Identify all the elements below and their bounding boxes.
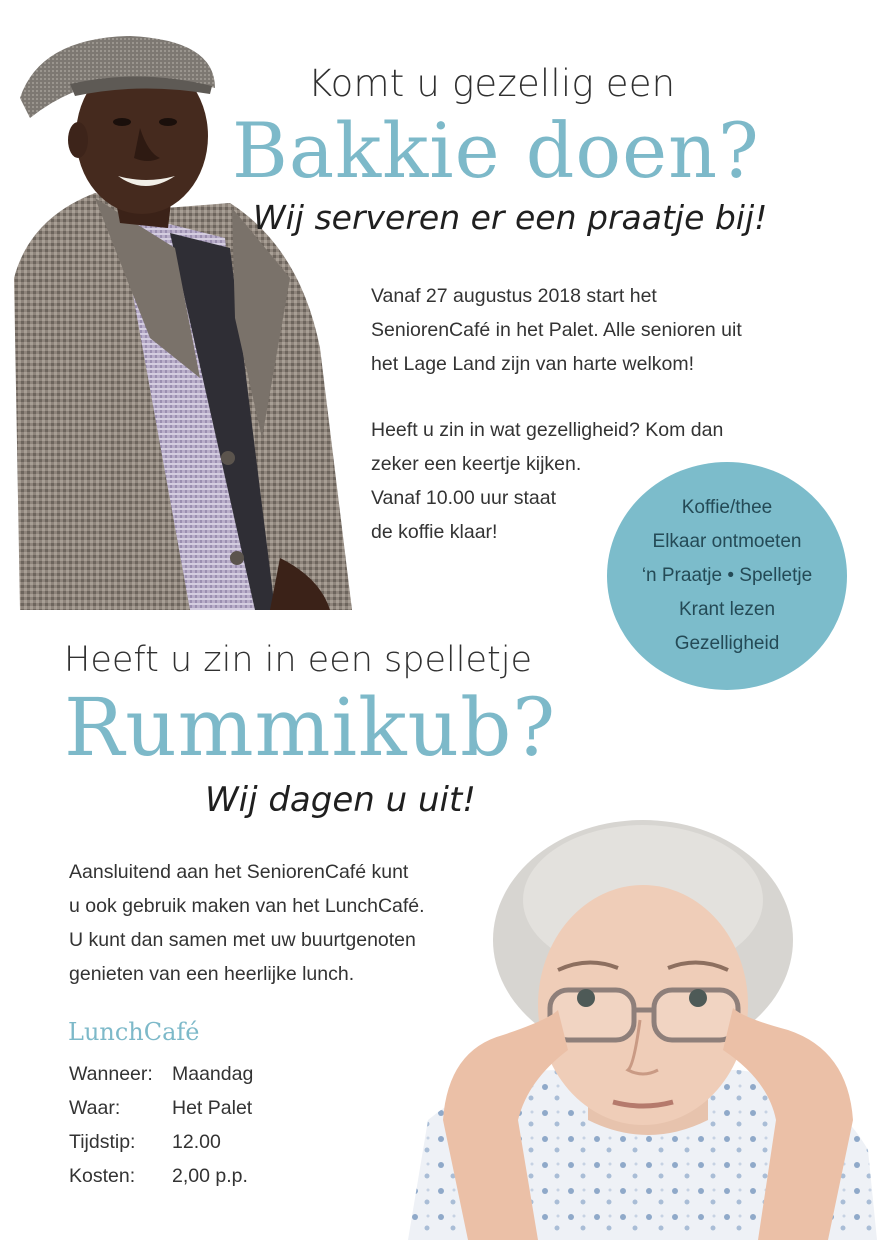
invitation-line: Vanaf 10.00 uur staat [371,487,557,509]
headline-rummikub: Rummikub? [64,681,557,774]
lunch-line: u ook gebruik maken van het LunchCafé. [69,895,425,917]
activities-list [607,491,847,661]
info-value-wanneer: Maandag [172,1063,254,1085]
lunchcafe-title: LunchCafé [68,1018,200,1046]
headline-bakkie-doen: Bakkie doen? [232,106,760,195]
photo-older-woman [408,820,877,1240]
lunch-line: U kunt dan samen met uw buurtgenoten [69,929,416,951]
info-value-kosten: 2,00 p.p. [172,1165,248,1187]
info-label-kosten: Kosten: [69,1165,136,1187]
headline-intro-spelletje: Heeft u zin in een spelletje [64,640,533,680]
invitation-line: de koffie klaar! [371,521,498,543]
tagline-praatje: Wij serveren er een praatje bij! [253,198,768,237]
activity-item: Gezelligheid [674,633,780,654]
tagline-uitdagen: Wij dagen u uit! [205,780,476,820]
activity-item: ‘n Praatje • Spelletje [641,565,813,586]
intro-line: Vanaf 27 augustus 2018 start het [371,285,657,307]
lunch-paragraph [69,855,425,991]
info-label-tijdstip: Tijdstip: [69,1131,136,1153]
intro-line: het Lage Land zijn van harte welkom! [371,353,695,375]
info-value-tijdstip: 12.00 [172,1131,221,1153]
lunch-line: Aansluitend aan het SeniorenCafé kunt [69,861,409,883]
activity-item: Koffie/thee [681,497,773,518]
intro-line: SeniorenCafé in het Palet. Alle senioren uit [371,319,742,341]
invitation-line: Heeft u zin in wat gezelligheid? Kom dan [371,419,724,441]
lunch-line: genieten van een heerlijke lunch. [69,963,355,985]
info-value-waar: Het Palet [172,1097,253,1119]
info-label-wanneer: Wanneer: [69,1063,153,1085]
headline-intro-bakkie: Komt u gezellig een [308,62,676,105]
activity-item: Krant lezen [678,599,776,620]
intro-paragraph [371,279,742,381]
invitation-line: zeker een keertje kijken. [371,453,582,475]
activity-item: Elkaar ontmoeten [652,531,802,552]
info-label-waar: Waar: [69,1097,121,1119]
